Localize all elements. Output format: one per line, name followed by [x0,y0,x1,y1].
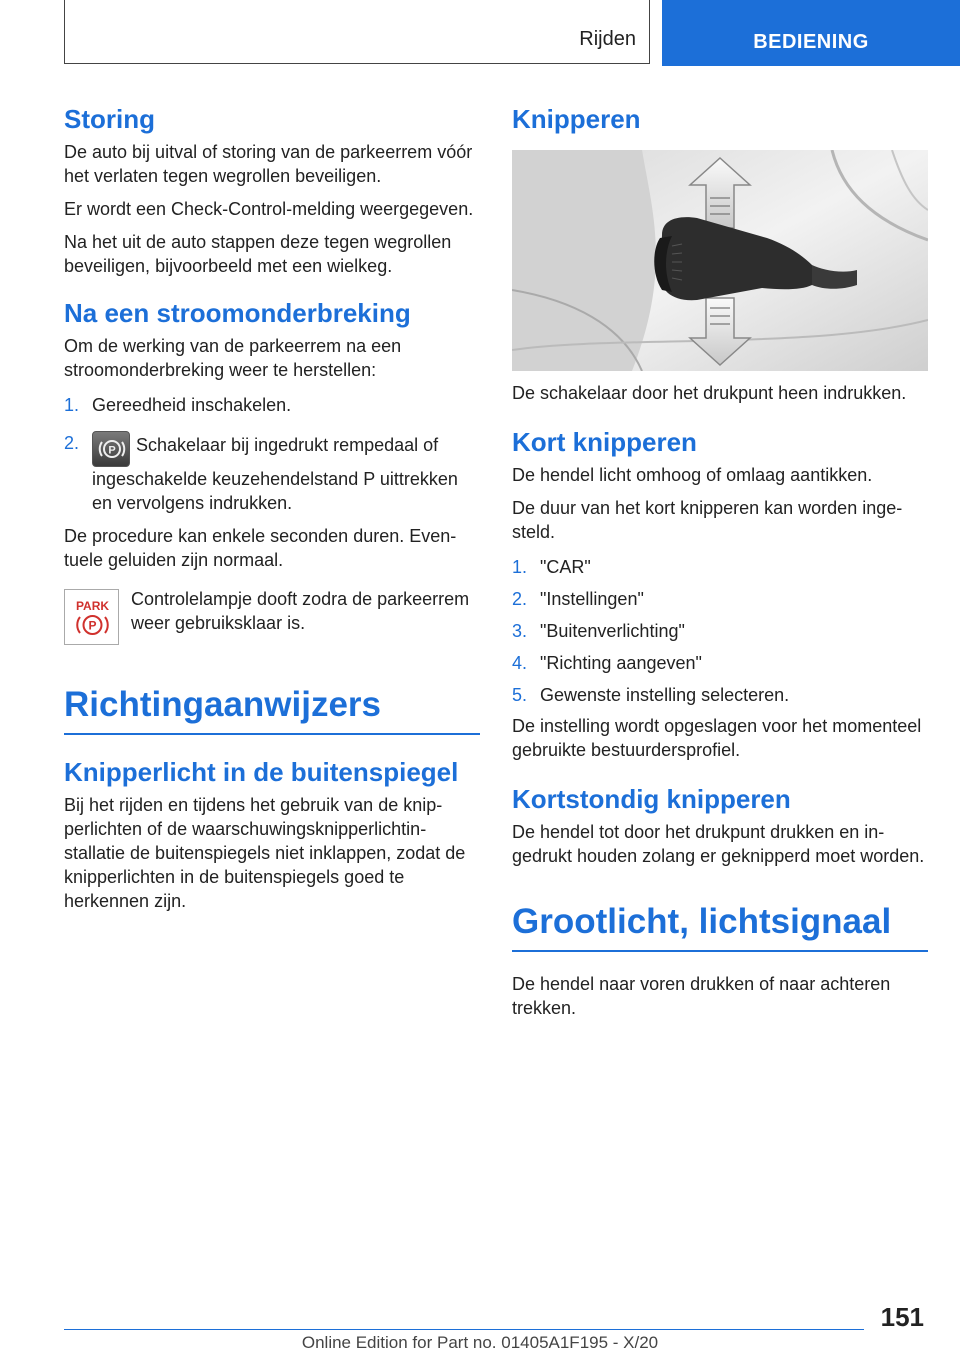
park-lamp-text: Controlelampje dooft zodra de parkeerrem weer gebruiksklaar is. [131,589,470,633]
step-number: 1. [512,557,528,577]
step-number: 1. [64,395,80,415]
knipperlicht-spiegel-text: Bij het rijden en tijdens het gebruik van de knipperlichten of de waarschuwingsknipperlichtinstallatie de buitenspiegels niet inklappen, zodat de knipperlichten in de buitenspiegels goed te herkennen zijn. [64,795,466,911]
park-warning-lamp-icon [64,589,119,645]
kortstondig-text: De hendel tot door het drukpunt drukken en ingedrukt houden zolang er geknipperd moet worden. [512,822,925,866]
knipperlicht-spiegel-heading: Knipperlicht in de buitenspiegel [64,757,459,787]
kortstondig-heading: Kortstondig knipperen [512,784,791,814]
step-number: 4. [512,653,528,673]
grootlicht-text: De hendel naar voren drukken of naar achteren trekken. [512,974,891,1018]
step-number: 3. [512,621,528,641]
storing-paragraph-3: Na het uit de auto stappen deze tegen wegrollen beveiligen, bijvoorbeeld met een wielkeg. [64,232,452,276]
step-text: "Richting aangeven" [540,653,702,673]
list-item [512,619,928,643]
left-column [64,100,480,913]
section-divider [512,950,928,952]
richting-heading: Richtingaanwijzers [64,685,382,724]
kort-paragraph-1: De hendel licht omhoog of omlaag aantikken. [512,465,873,485]
footer-edition-text: Online Edition for Part no. 01405A1F195 - X/20 [301,1333,659,1352]
page-number: 151 [880,1302,924,1332]
svg-text:P: P [88,618,97,633]
kort-steps [512,555,928,707]
section-divider [64,733,480,735]
list-item [64,431,480,515]
header-chapter-tab [662,0,960,66]
storing-paragraph-2: Er wordt een Check-Control-melding weergegeven. [64,199,474,219]
header-frame [64,0,650,64]
list-item [512,683,928,707]
footer-divider [64,1329,864,1330]
storing-heading: Storing [64,104,155,134]
stroom-intro: Om de werking van de parkeerrem na een stroomonderbreking weer te herstellen: [64,336,402,380]
knipperen-heading: Knipperen [512,104,641,134]
right-column [512,100,928,1020]
header-chapter-label: BEDIENING [753,31,869,53]
step-number: 2. [512,589,528,609]
kort-knipperen-heading: Kort knipperen [512,427,697,457]
step-text: "Buitenverlichting" [540,621,685,641]
stroom-heading: Na een stroomonderbreking [64,298,411,328]
turn-signal-lever-illustration [512,150,928,371]
step-text: Gewenste instelling selecteren. [540,685,790,705]
step-text: "CAR" [540,557,591,577]
list-item [64,393,480,417]
step-text: "Instellingen" [540,589,644,609]
step-number: 2. [64,433,80,453]
header-section-title: Rijden [579,28,636,50]
step-number: 5. [512,685,528,705]
stroom-after-paragraph: De procedure kan enkele seconden duren. Eventuele geluiden zijn normaal. [64,526,457,570]
storing-paragraph-1: De auto bij uitval of storing van de parkeerrem vóór het verlaten tegen wegrollen beveiligen. [64,142,473,186]
step-text: Gereedheid inschakelen. [92,395,292,415]
parking-brake-switch-icon [92,431,130,467]
park-lamp-note [64,589,480,645]
list-item [512,555,928,579]
park-icon-label: PARK [75,599,110,613]
knipperen-caption: De schakelaar door het drukpunt heen indrukken. [512,383,907,403]
grootlicht-heading: Grootlicht, lichtsignaal [512,902,892,941]
step-text: Schakelaar bij ingedrukt rempedaal of ingeschakelde keuzehendelstand P uittrekken en vervolgens indrukken. [92,435,458,513]
list-item [512,587,928,611]
svg-text:P: P [108,444,116,457]
list-item [512,651,928,675]
kort-paragraph-3: De instelling wordt opgeslagen voor het momenteel gebruikte bestuurdersprofiel. [512,716,922,760]
kort-paragraph-2: De duur van het kort knipperen kan worden ingesteld. [512,498,903,542]
stroom-steps [64,393,480,515]
